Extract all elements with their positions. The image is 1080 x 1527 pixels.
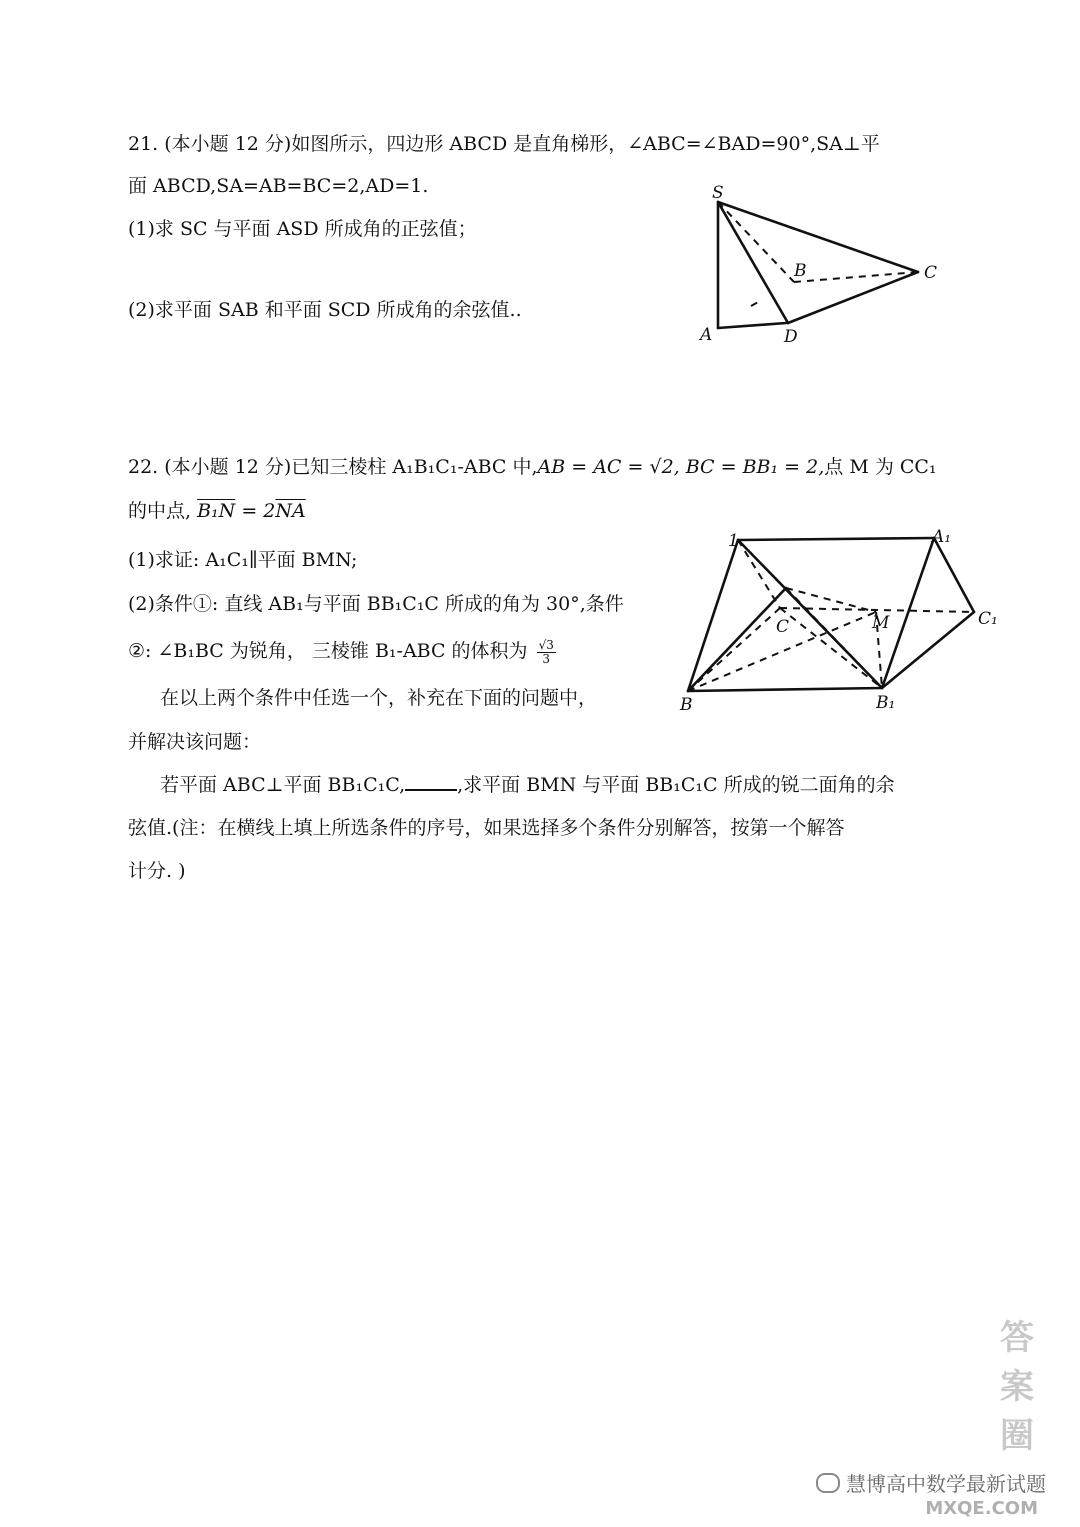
q22-label-a1: A₁: [932, 528, 952, 547]
q22-part1: (1)求证: A₁C₁∥平面 BMN;: [128, 549, 358, 571]
watermark-site: MXQE.COM: [925, 1498, 1038, 1519]
q22-vector-na: $\overline{NA}$: [275, 500, 306, 522]
q22-question-text-b: ,求平面 BMN 与平面 BB₁C₁C 所成的锐二面角的余: [457, 774, 895, 796]
q22-stem-text-b: 点 M 为 CC₁: [824, 456, 937, 478]
q21-stem-line1: 21. (本小题 12 分)如图所示，四边形 ABCD 是直角梯形，∠ABC=∠BAD=90°,SA⊥平: [128, 133, 880, 155]
q22-stem-text-a: 22. (本小题 12 分)已知三棱柱 A₁B₁C₁-ABC 中,: [128, 456, 538, 478]
q22-volume-fraction: [537, 639, 556, 666]
q22-vector-eq: = 2: [235, 500, 276, 522]
q22-stem-line2-text: 的中点,: [128, 500, 192, 522]
q22-question-line3: 计分. ): [128, 860, 186, 882]
q22-label-a: 1: [728, 531, 739, 551]
q22-question-line1: [160, 772, 895, 798]
q22-choose-line2: 并解决该问题：: [128, 731, 262, 753]
q22-part2-line2: [128, 638, 556, 666]
q21-label-s: S: [712, 183, 724, 203]
q22-prism-figure: [676, 528, 1006, 714]
q22-label-m: M: [872, 613, 890, 633]
fill-in-blank[interactable]: [405, 773, 457, 791]
fraction-denominator: 3: [542, 651, 551, 666]
q22-stem-line2: [128, 498, 306, 524]
q22-part2-line1: (2)条件①: 直线 AB₁与平面 BB₁C₁C 所成的角为 30°,条件: [128, 593, 624, 615]
q21-part1: (1)求 SC 与平面 ASD 所成角的正弦值；: [128, 218, 477, 240]
q22-label-b: B: [680, 695, 693, 714]
watermark-logo: 答案圈: [1000, 1318, 1036, 1456]
q22-label-c1: C₁: [978, 609, 998, 629]
q22-choose-line1: 在以上两个条件中任选一个，补充在下面的问题中，: [160, 687, 598, 709]
q22-question-text-a: 若平面 ABC⊥平面 BB₁C₁C,: [160, 774, 406, 796]
q22-question-line2: 弦值.(注：在横线上填上所选条件的序号，如果选择多个条件分别解答，按第一个解答: [128, 817, 845, 839]
q22-label-c: C: [776, 617, 790, 637]
q21-stem-line2: 面 ABCD,SA=AB=BC=2,AD=1.: [128, 175, 429, 197]
q21-part2: (2)求平面 SAB 和平面 SCD 所成角的余弦值..: [128, 299, 522, 321]
q22-part2-text: ②: ∠B₁BC 为锐角， 三棱锥 B₁-ABC 的体积为: [128, 640, 528, 662]
q21-pyramid-figure: [696, 178, 956, 348]
q22-vector-b1n: B₁N: [197, 500, 236, 522]
q21-label-d: D: [784, 327, 798, 347]
watermark-channel: [816, 1468, 1046, 1497]
q21-label-b: B: [794, 261, 807, 281]
watermark-channel-name: 慧博高中数学最新试题: [846, 1472, 1046, 1496]
q22-stem-math: AB = AC = √2, BC = BB₁ = 2,: [537, 456, 825, 478]
q21-label-c: C: [924, 263, 938, 283]
wechat-icon: [816, 1473, 840, 1493]
fraction-numerator: √3: [538, 637, 554, 652]
q21-label-a: A: [700, 325, 713, 345]
q22-label-b1: B₁: [876, 693, 896, 713]
q22-stem-line1: [128, 454, 937, 480]
